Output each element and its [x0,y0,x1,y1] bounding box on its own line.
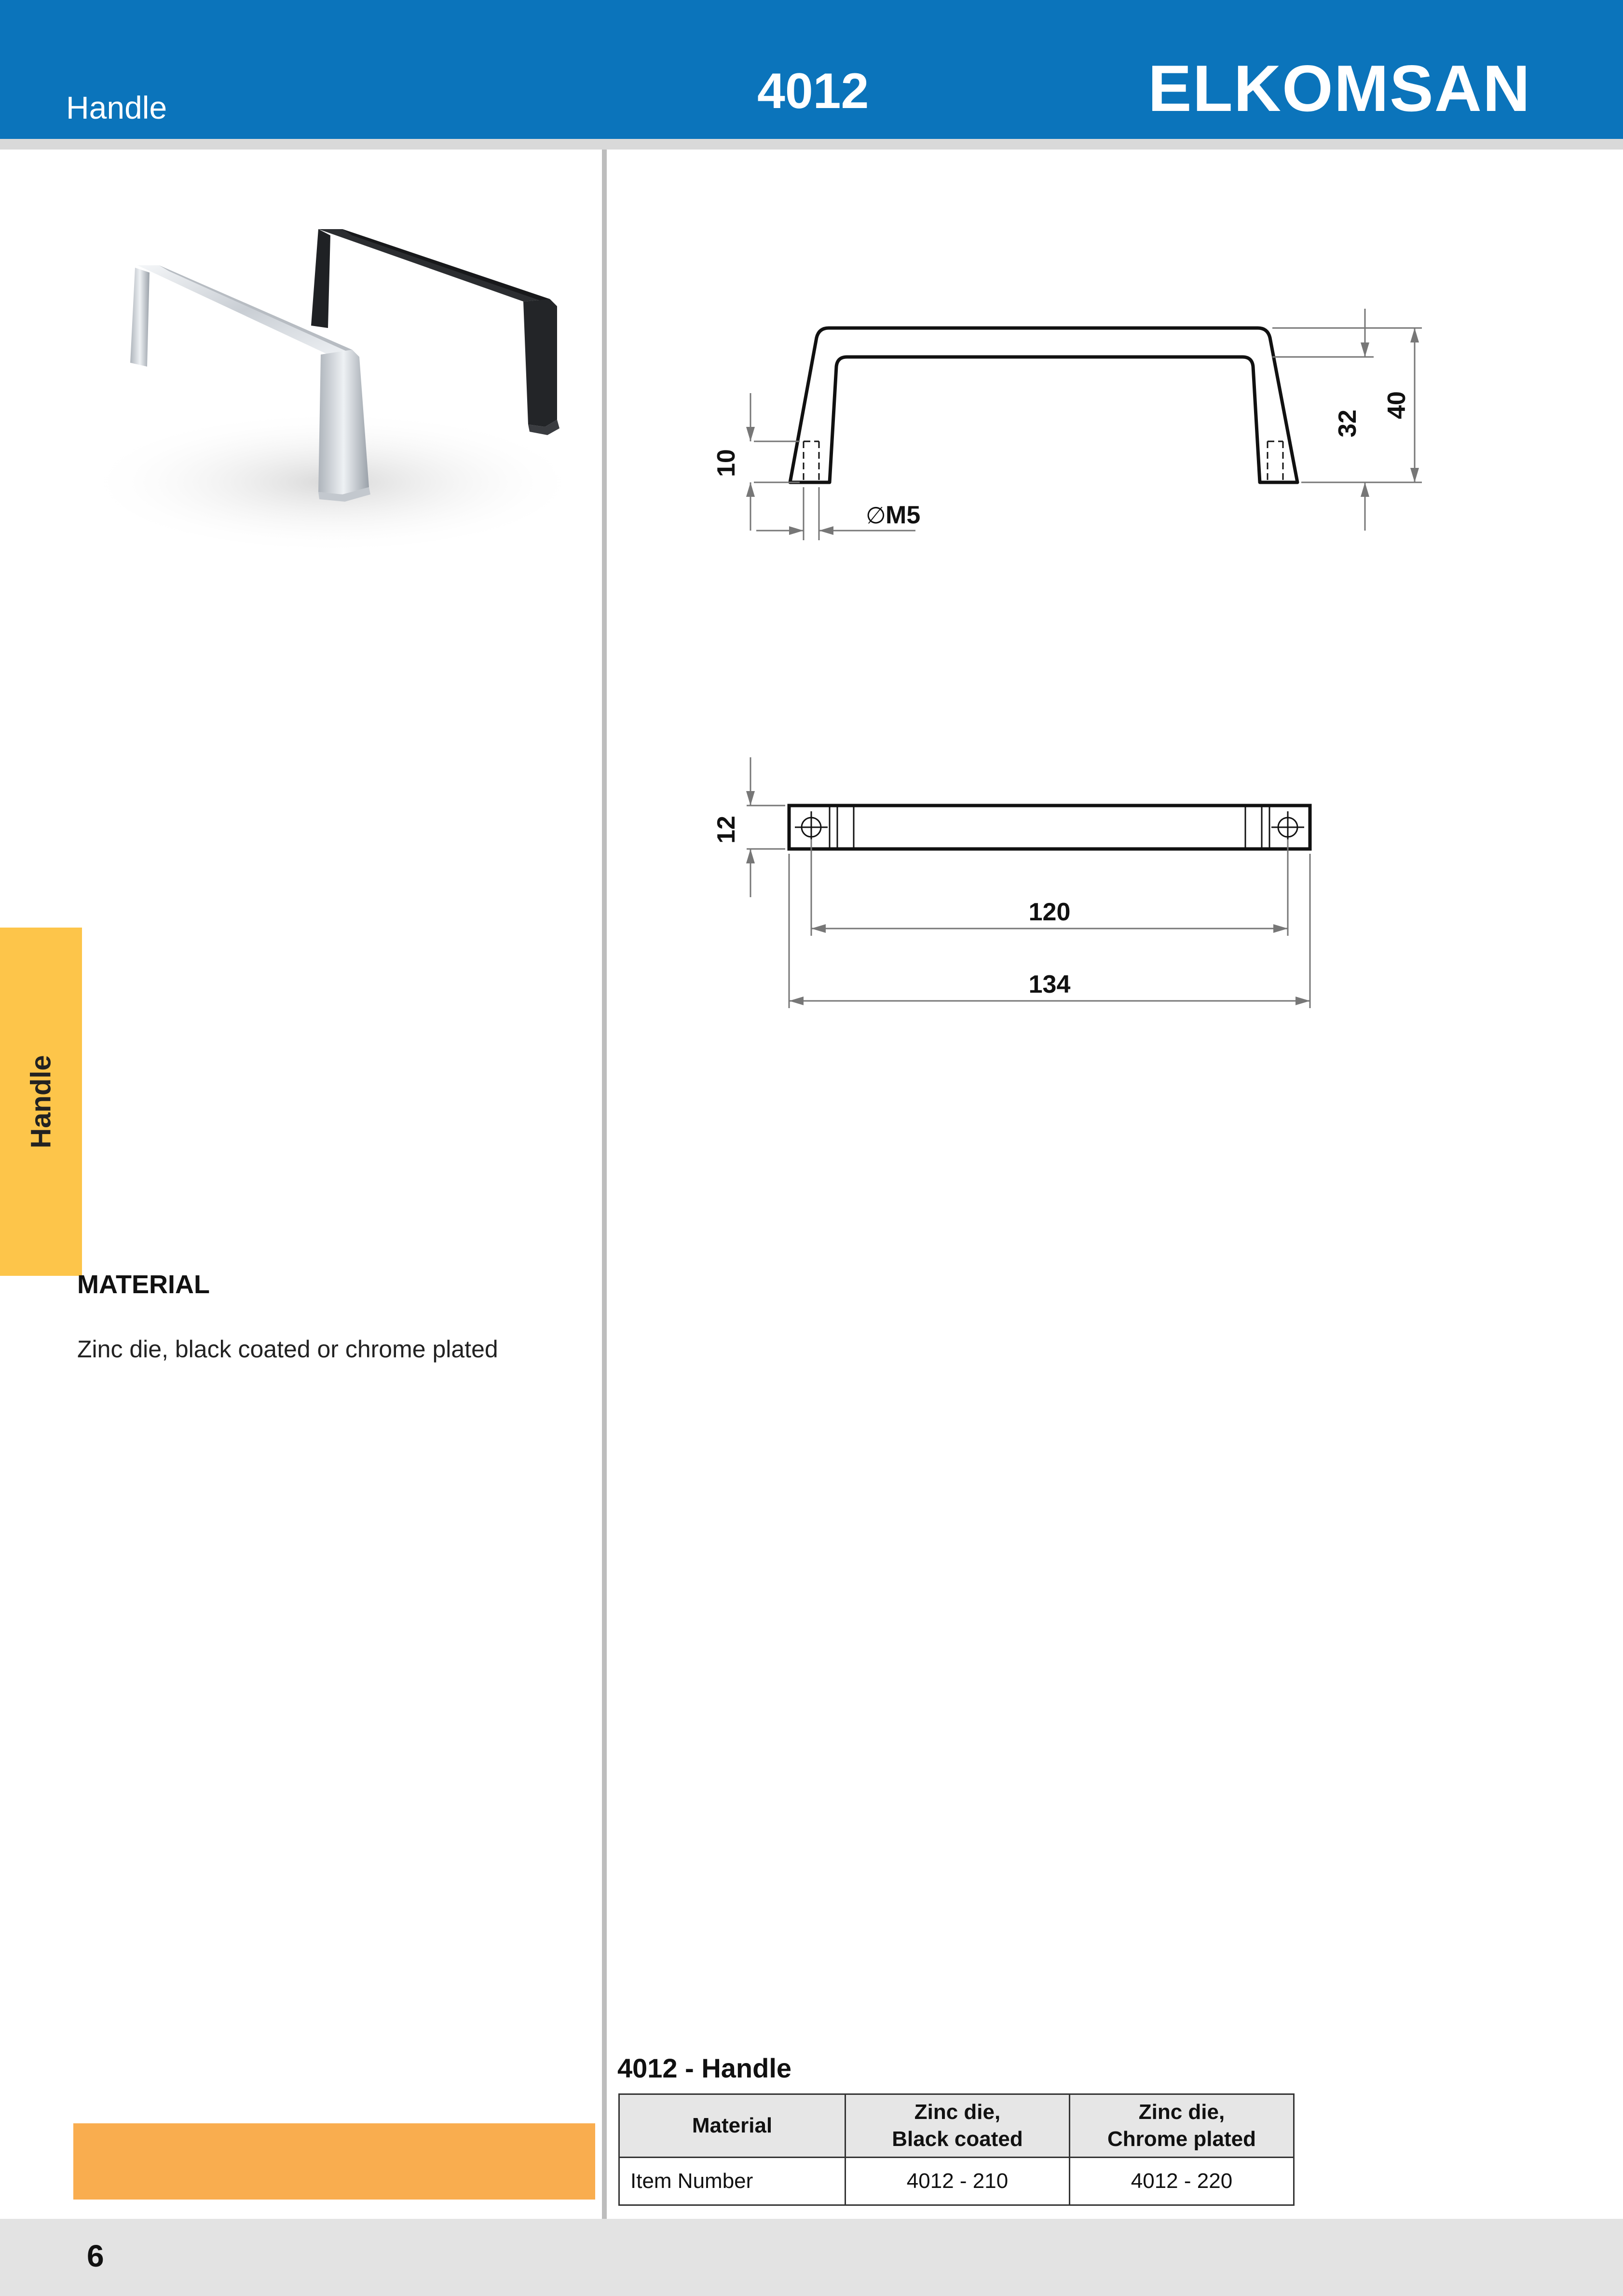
diameter-symbol: ∅ [866,503,886,529]
dim-40-label: 40 [1383,391,1411,419]
material-description: Zinc die, black coated or chrome plated [77,1336,498,1363]
dim-12-label: 12 [712,816,740,844]
item-number-chrome: 4012 - 220 [1069,2158,1294,2205]
page-number: 6 [87,2239,104,2273]
item-number-black: 4012 - 210 [846,2158,1070,2205]
header-chrome-line1: Zinc die, [1138,2100,1225,2124]
header-category: Handle [66,90,167,125]
header-chrome-line2: Chrome plated [1107,2127,1256,2151]
dim-120-label: 120 [1028,898,1071,926]
dim-134-label: 134 [1028,970,1071,998]
dim-10-label: 10 [712,449,740,477]
header-black-line2: Black coated [892,2127,1023,2151]
dim-32-label: 32 [1334,410,1362,437]
footer-bar [0,2219,1623,2296]
table-title: 4012 - Handle [617,2053,792,2083]
header-material: Material [619,2094,846,2158]
table-header-row [619,2094,1294,2158]
side-tab-label: Handle [25,1055,57,1148]
header-chrome-plated [1069,2094,1294,2158]
dim-thread-label: M5 [886,501,921,529]
column-divider [602,150,607,2219]
top-view [789,806,1310,849]
side-view-dimensions [750,309,1422,540]
spec-table [618,2093,1295,2206]
technical-drawing [607,150,1514,1076]
row-label: Item Number [619,2158,846,2205]
orange-accent-bar [73,2123,595,2200]
table-row [619,2158,1294,2205]
product-photo [82,212,593,550]
header-black-coated [846,2094,1070,2158]
side-view [790,328,1297,482]
material-heading: MATERIAL [77,1270,210,1299]
header-product-code: 4012 [757,63,869,119]
header-black-line1: Zinc die, [914,2100,1001,2124]
header-rule [0,139,1623,150]
header-brand: ELKOMSAN [1148,52,1531,125]
